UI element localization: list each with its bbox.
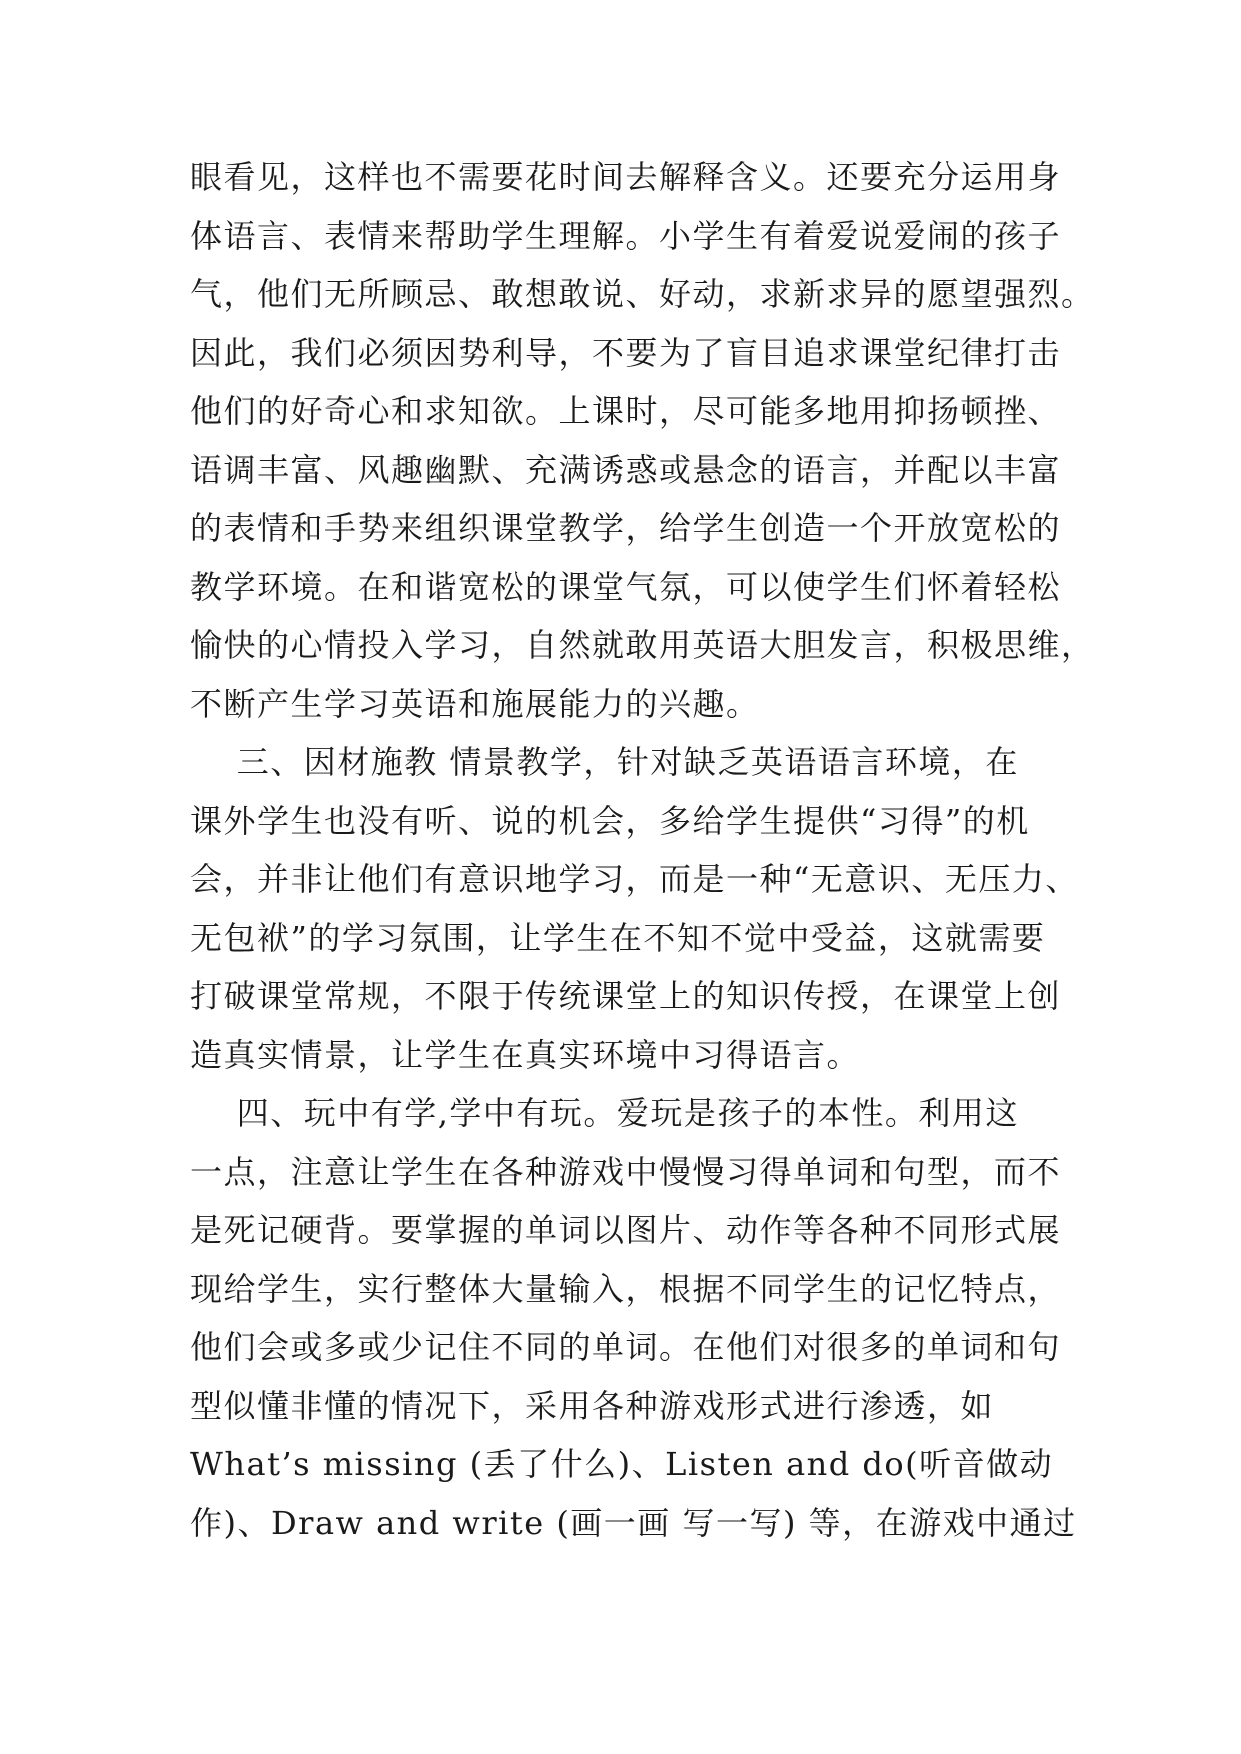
text-line: 因此，我们必须因势利导，不要为了盲目追求课堂纪律打击 xyxy=(190,333,1062,372)
text-line: 作)、Draw and write (画一画 写一写) 等，在游戏中通过 xyxy=(190,1503,1077,1542)
text-line: 型似懂非懂的情况下，采用各种游戏形式进行渗透，如 xyxy=(190,1386,995,1425)
text-line: 教学环境。在和谐宽松的课堂气氛，可以使学生们怀着轻松 xyxy=(190,567,1062,606)
text-line: 愉快的心情投入学习，自然就敢用英语大胆发言，积极思维， xyxy=(190,626,1095,664)
text-line: 四、玩中有学,学中有玩。爱玩是孩子的本性。利用这 xyxy=(190,1094,1019,1132)
text-line: 是死记硬背。要掌握的单词以图片、动作等各种不同形式展 xyxy=(190,1211,1062,1249)
text-line: 一点，注意让学生在各种游戏中慢慢习得单词和句型，而不 xyxy=(190,1152,1062,1191)
body-text xyxy=(190,148,1095,1552)
text-line: 眼看见，这样也不需要花时间去解释含义。还要充分运用身 xyxy=(190,158,1062,196)
text-line: 他们的好奇心和求知欲。上课时，尽可能多地用抑扬顿挫、 xyxy=(190,392,1062,430)
text-line: 会，并非让他们有意识地学习，而是一种“无意识、无压力、 xyxy=(190,860,1079,898)
text-line: 不断产生学习英语和施展能力的兴趣。 xyxy=(190,684,760,723)
text-line: 打破课堂常规，不限于传统课堂上的知识传授，在课堂上创 xyxy=(190,977,1062,1015)
text-line: 他们会或多或少记住不同的单词。在他们对很多的单词和句 xyxy=(190,1328,1062,1366)
text-line: What’s missing (丢了什么)、Listen and do(听音做动 xyxy=(190,1445,1054,1483)
text-line: 造真实情景，让学生在真实环境中习得语言。 xyxy=(190,1035,861,1074)
text-line: 的表情和手势来组织课堂教学，给学生创造一个开放宽松的 xyxy=(190,509,1062,547)
text-line: 现给学生，实行整体大量输入，根据不同学生的记忆特点， xyxy=(190,1269,1062,1308)
text-line: 体语言、表情来帮助学生理解。小学生有着爱说爱闹的孩子 xyxy=(190,216,1062,255)
text-line: 三、因材施教 情景教学，针对缺乏英语语言环境，在 xyxy=(190,743,1019,781)
text-line: 课外学生也没有听、说的机会，多给学生提供“习得”的机 xyxy=(190,801,1030,840)
text-line: 气，他们无所顾忌、敢想敢说、好动，求新求异的愿望强烈。 xyxy=(190,275,1095,313)
text-line: 语调丰富、风趣幽默、充满诱惑或悬念的语言，并配以丰富 xyxy=(190,450,1062,489)
text-line: 无包袱”的学习氛围，让学生在不知不觉中受益，这就需要 xyxy=(190,918,1046,957)
